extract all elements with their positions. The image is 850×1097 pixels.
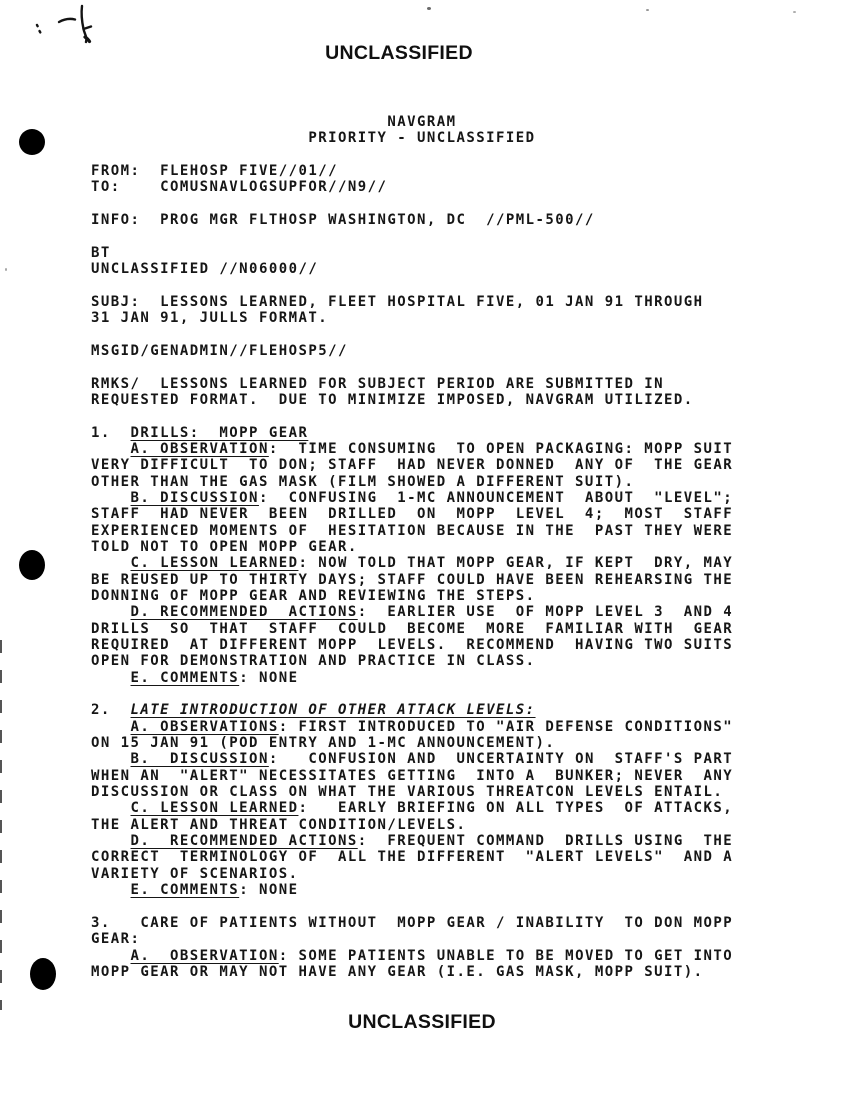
document-line xyxy=(91,653,733,669)
text-segment: : EARLIER USE OF MOPP LEVEL 3 AND 4 xyxy=(357,604,734,621)
heading-segment: E. COMMENTS xyxy=(130,669,240,686)
text-segment: : NONE xyxy=(239,669,299,686)
text-segment: FROM: FLEHOSP FIVE//01// xyxy=(91,163,338,180)
document-line xyxy=(91,261,733,277)
heading-segment: C. LESSON LEARNED xyxy=(130,800,299,817)
document-line xyxy=(91,948,733,964)
document-line xyxy=(91,784,733,800)
heading-segment: DRILLS: MOPP GEAR xyxy=(130,424,309,441)
text-segment: : CONFUSING 1-MC ANNOUNCEMENT ABOUT "LEVEL"; xyxy=(258,489,734,506)
document-line xyxy=(91,196,733,212)
document-line xyxy=(91,147,733,163)
text-segment: : NOW TOLD THAT MOPP GEAR, IF KEPT DRY, MAY xyxy=(298,555,734,572)
document-line xyxy=(91,245,733,261)
text-segment: ON 15 JAN 91 (POD ENTRY AND 1-MC ANNOUNCEMENT). xyxy=(91,735,556,752)
document-line xyxy=(91,359,733,375)
text-segment: : EARLY BRIEFING ON ALL TYPES OF ATTACKS, xyxy=(298,800,734,817)
document-line xyxy=(91,457,733,473)
document-line xyxy=(91,343,733,359)
document-line xyxy=(91,212,733,228)
scan-artifact xyxy=(793,11,796,13)
document-line xyxy=(91,964,733,980)
text-segment: UNCLASSIFIED //N06000// xyxy=(91,261,319,278)
text-segment xyxy=(91,555,131,571)
text-segment xyxy=(91,800,131,816)
text-segment: : FREQUENT COMMAND DRILLS USING THE xyxy=(357,833,734,850)
text-segment: TO: COMUSNAVLOGSUPFOR//N9// xyxy=(91,179,388,196)
text-segment: MSGID/GENADMIN//FLEHOSP5// xyxy=(91,342,348,359)
text-segment: RMKS/ LESSONS LEARNED FOR SUBJECT PERIOD ARE SUBMITTED IN xyxy=(91,375,664,392)
text-segment: : FIRST INTRODUCED TO "AIR DEFENSE CONDITIONS" xyxy=(278,718,734,735)
text-segment xyxy=(91,882,131,898)
scan-artifact xyxy=(427,7,431,10)
document-line xyxy=(91,425,733,441)
text-segment xyxy=(91,604,131,620)
text-segment: VARIETY OF SCENARIOS. xyxy=(91,865,299,882)
document-body xyxy=(91,114,733,980)
document-line xyxy=(91,179,733,195)
hole-punch-mark xyxy=(19,550,45,580)
text-segment: : NONE xyxy=(239,882,299,899)
text-segment: SUBJ: LESSONS LEARNED, FLEET HOSPITAL FIVE, 01 JAN 91 THROUGH xyxy=(91,293,704,310)
scan-artifact xyxy=(646,9,649,11)
document-line xyxy=(91,130,733,146)
document-line xyxy=(91,506,733,522)
document-line xyxy=(91,523,733,539)
document-line xyxy=(91,817,733,833)
text-segment: OTHER THAN THE GAS MASK (FILM SHOWED A DIFFERENT SUIT). xyxy=(91,473,635,490)
text-segment: 1. xyxy=(91,424,131,441)
heading-segment: C. LESSON LEARNED xyxy=(130,555,299,572)
text-segment: DISCUSSION OR CLASS ON WHAT THE VARIOUS THREATCON LEVELS ENTAIL. xyxy=(91,784,724,801)
document-line xyxy=(91,326,733,342)
text-segment: REQUESTED FORMAT. DUE TO MINIMIZE IMPOSED, NAVGRAM UTILIZED. xyxy=(91,391,694,408)
hole-punch-mark xyxy=(30,958,56,990)
heading-segment: A. OBSERVATIONS xyxy=(130,718,279,735)
text-segment xyxy=(91,441,131,457)
document-line xyxy=(91,604,733,620)
scan-artifact xyxy=(0,640,2,1010)
text-segment: : TIME CONSUMING TO OPEN PACKAGING: MOPP SUIT xyxy=(268,440,734,457)
document-line xyxy=(91,866,733,882)
document-line xyxy=(91,637,733,653)
document-line xyxy=(91,768,733,784)
heading-segment: A. OBSERVATION xyxy=(130,947,279,964)
document-line xyxy=(91,849,733,865)
heading-segment: LATE INTRODUCTION OF OTHER ATTACK LEVELS: xyxy=(130,702,536,719)
heading-segment: E. COMMENTS xyxy=(130,882,240,899)
document-line xyxy=(91,882,733,898)
heading-segment: B. DISCUSSION xyxy=(130,751,269,768)
document-line xyxy=(91,277,733,293)
document-line xyxy=(91,735,733,751)
document-line xyxy=(91,441,733,457)
text-segment: GEAR: xyxy=(91,931,141,948)
document-line xyxy=(91,588,733,604)
text-segment: THE ALERT AND THREAT CONDITION/LEVELS. xyxy=(91,816,467,833)
text-segment: NAVGRAM xyxy=(91,114,457,130)
document-line xyxy=(91,751,733,767)
document-line xyxy=(91,899,733,915)
text-segment: BT xyxy=(91,244,111,261)
document-line xyxy=(91,310,733,326)
document-line xyxy=(91,490,733,506)
scan-artifact xyxy=(5,268,7,271)
text-segment xyxy=(91,719,131,735)
document-line xyxy=(91,555,733,571)
text-segment xyxy=(91,833,131,849)
heading-segment: D. RECOMMENDED ACTIONS xyxy=(130,833,358,850)
text-segment: MOPP GEAR OR MAY NOT HAVE ANY GEAR (I.E. GAS MASK, MOPP SUIT). xyxy=(91,963,704,980)
text-segment: 3. CARE OF PATIENTS WITHOUT MOPP GEAR / INABILITY TO DON MOPP xyxy=(91,914,734,931)
text-segment: WHEN AN "ALERT" NECESSITATES GETTING INTO A BUNKER; NEVER ANY xyxy=(91,767,734,784)
classification-header: UNCLASSIFIED xyxy=(325,42,473,64)
text-segment xyxy=(91,670,131,686)
document-line xyxy=(91,702,733,718)
text-segment: 31 JAN 91, JULLS FORMAT. xyxy=(91,310,329,327)
document-line xyxy=(91,114,733,130)
text-segment: INFO: PROG MGR FLTHOSP WASHINGTON, DC //PML-500// xyxy=(91,212,595,229)
text-segment: PRIORITY - UNCLASSIFIED xyxy=(91,130,536,147)
heading-segment: D. RECOMMENDED ACTIONS xyxy=(130,604,358,621)
document-line xyxy=(91,539,733,555)
text-segment: VERY DIFFICULT TO DON; STAFF HAD NEVER DONNED ANY OF THE GEAR xyxy=(91,457,734,474)
text-segment: EXPERIENCED MOMENTS OF HESITATION BECAUSE IN THE PAST THEY WERE xyxy=(91,522,734,539)
text-segment: : SOME PATIENTS UNABLE TO BE MOVED TO GET INTO xyxy=(278,947,734,964)
document-line xyxy=(91,474,733,490)
document-line xyxy=(91,800,733,816)
text-segment: TOLD NOT TO OPEN MOPP GEAR. xyxy=(91,538,358,555)
document-line xyxy=(91,572,733,588)
hole-punch-mark xyxy=(19,129,45,155)
text-segment: DONNING OF MOPP GEAR AND REVIEWING THE STEPS. xyxy=(91,587,536,604)
text-segment: CORRECT TERMINOLOGY OF ALL THE DIFFERENT "ALERT LEVELS" AND A xyxy=(91,849,734,866)
text-segment: STAFF HAD NEVER BEEN DRILLED ON MOPP LEVEL 4; MOST STAFF xyxy=(91,506,734,523)
text-segment: OPEN FOR DEMONSTRATION AND PRACTICE IN CLASS. xyxy=(91,653,536,670)
text-segment: 2. xyxy=(91,702,131,719)
text-segment: REQUIRED AT DIFFERENT MOPP LEVELS. RECOMMEND HAVING TWO SUITS xyxy=(91,637,734,653)
document-line xyxy=(91,833,733,849)
document-line xyxy=(91,408,733,424)
document-line xyxy=(91,392,733,408)
heading-segment: B. DISCUSSION xyxy=(130,489,259,506)
document-line xyxy=(91,686,733,702)
document-line xyxy=(91,228,733,244)
document-line xyxy=(91,719,733,735)
text-segment: BE REUSED UP TO THIRTY DAYS; STAFF COULD HAVE BEEN REHEARSING THE xyxy=(91,571,734,588)
text-segment xyxy=(91,490,131,506)
document-line xyxy=(91,621,733,637)
heading-segment: A. OBSERVATION xyxy=(130,440,269,457)
text-segment: DRILLS SO THAT STAFF COULD BECOME MORE FAMILIAR WITH GEAR xyxy=(91,620,734,637)
document-line xyxy=(91,163,733,179)
text-segment xyxy=(91,948,131,964)
document-line xyxy=(91,670,733,686)
handwritten-mark xyxy=(30,4,102,46)
document-line xyxy=(91,915,733,931)
classification-footer: UNCLASSIFIED xyxy=(348,1011,496,1033)
text-segment xyxy=(91,751,131,767)
text-segment: : CONFUSION AND UNCERTAINTY ON STAFF'S PART xyxy=(268,751,734,768)
document-line xyxy=(91,376,733,392)
document-line xyxy=(91,294,733,310)
document-line xyxy=(91,931,733,947)
